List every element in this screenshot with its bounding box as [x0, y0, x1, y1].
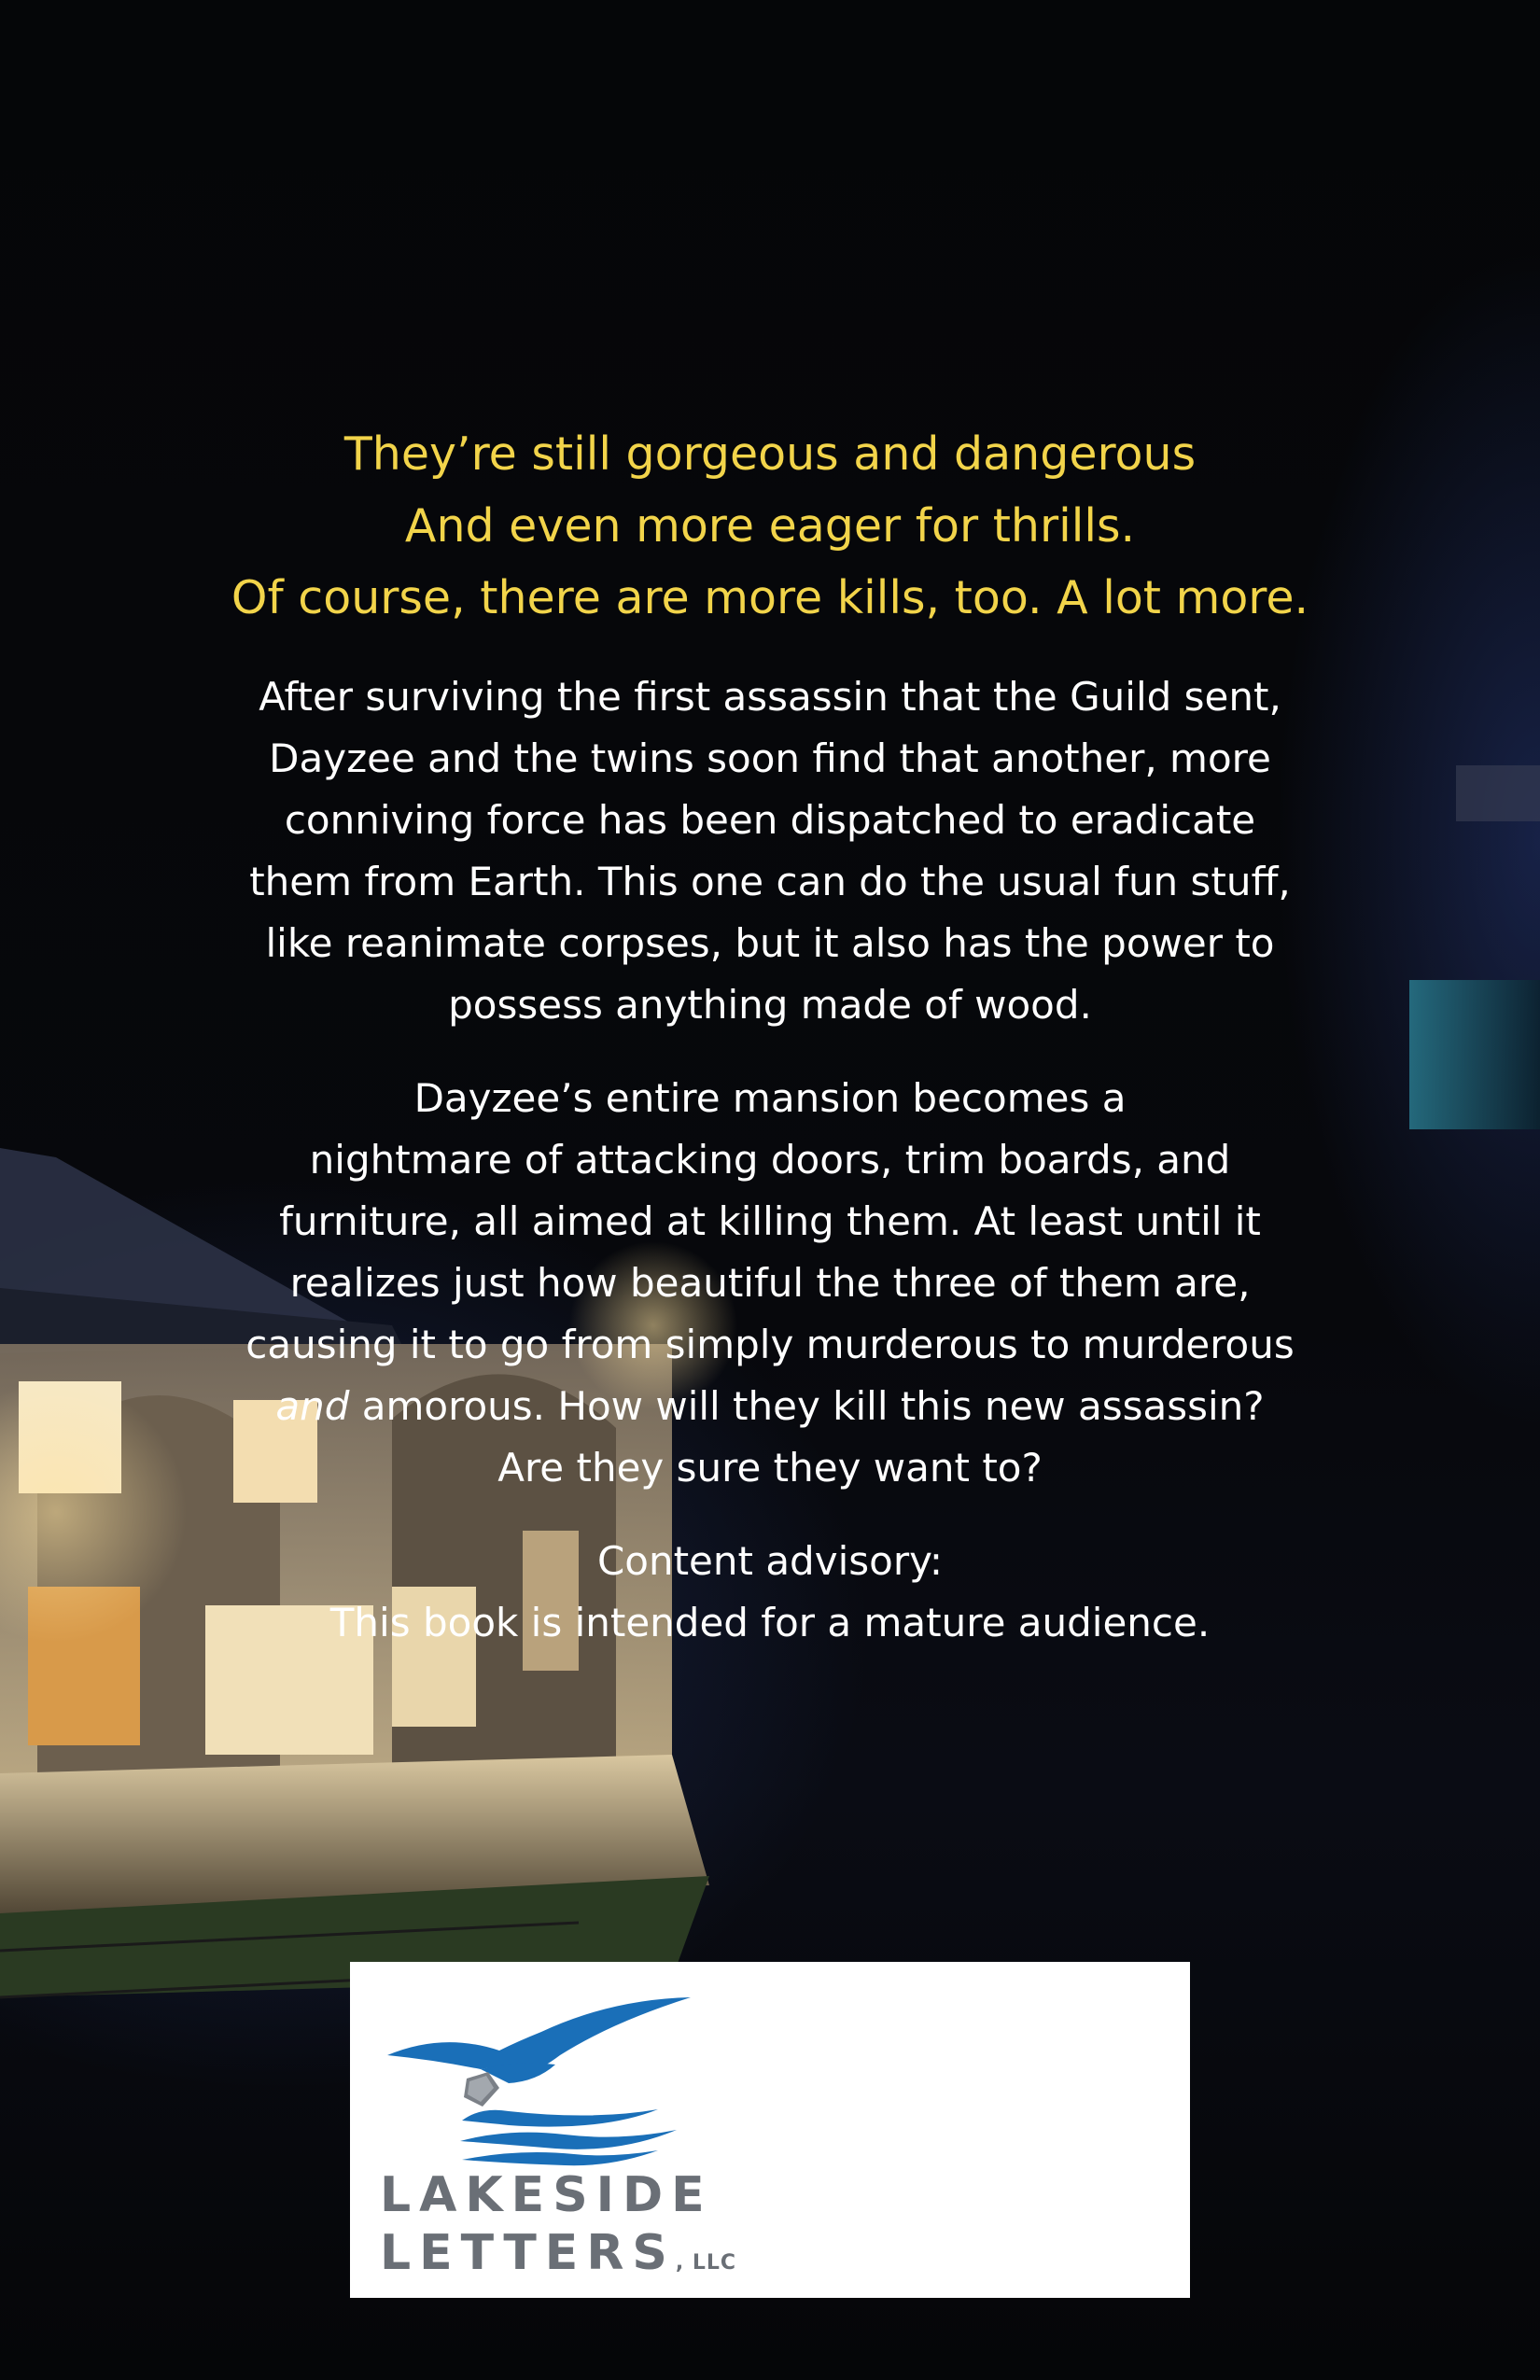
paragraph-line: Are they sure they want to?: [497, 1445, 1043, 1491]
publisher-suffix: , LLC: [675, 2251, 737, 2275]
paragraph-line: After surviving the first assassin that the Guild sent,: [259, 674, 1281, 720]
paragraph-line: causing it to go from simply murderous to murderous: [245, 1322, 1295, 1367]
publisher-name-line2: [380, 2225, 736, 2281]
tagline-line: They’re still gorgeous and dangerous: [343, 427, 1197, 481]
publisher-name-line2-text: LETTERS: [380, 2225, 676, 2281]
publisher-logo-box: [350, 1962, 1190, 2298]
content-advisory: [205, 1531, 1335, 1654]
blurb-paragraph-2: [205, 1068, 1335, 1499]
advisory-text: This book is intended for a mature audience.: [329, 1600, 1211, 1645]
paragraph-line: furniture, all aimed at killing them. At least until it: [279, 1198, 1261, 1244]
publisher-name-line1: LAKESIDE: [380, 2167, 713, 2223]
paragraph-line: [205, 1376, 1335, 1437]
tagline: [205, 418, 1335, 634]
paragraph-line: Dayzee and the twins soon find that another, more: [269, 735, 1271, 781]
seagull-waves-icon: [378, 1981, 714, 2167]
paragraph-line: Dayzee’s entire mansion becomes a: [413, 1075, 1127, 1121]
paragraph-line: them from Earth. This one can do the usual fun stuff,: [249, 859, 1291, 904]
tagline-line: Of course, there are more kills, too. A lot more.: [231, 571, 1309, 624]
paragraph-line-rest: amorous. How will they kill this new assassin?: [349, 1383, 1265, 1429]
paragraph-line: conniving force has been dispatched to eradicate: [284, 797, 1256, 843]
italic-word: and: [275, 1383, 350, 1429]
paragraph-line: nightmare of attacking doors, trim boards, and: [309, 1137, 1231, 1183]
tagline-line: And even more eager for thrills.: [404, 499, 1136, 553]
advisory-label: Content advisory:: [596, 1538, 944, 1584]
paragraph-line: like reanimate corpses, but it also has the power to: [265, 920, 1275, 966]
blurb-paragraph-1: [205, 666, 1335, 1036]
paragraph-line: possess anything made of wood.: [448, 982, 1092, 1028]
paragraph-line: realizes just how beautiful the three of them are,: [289, 1260, 1251, 1306]
